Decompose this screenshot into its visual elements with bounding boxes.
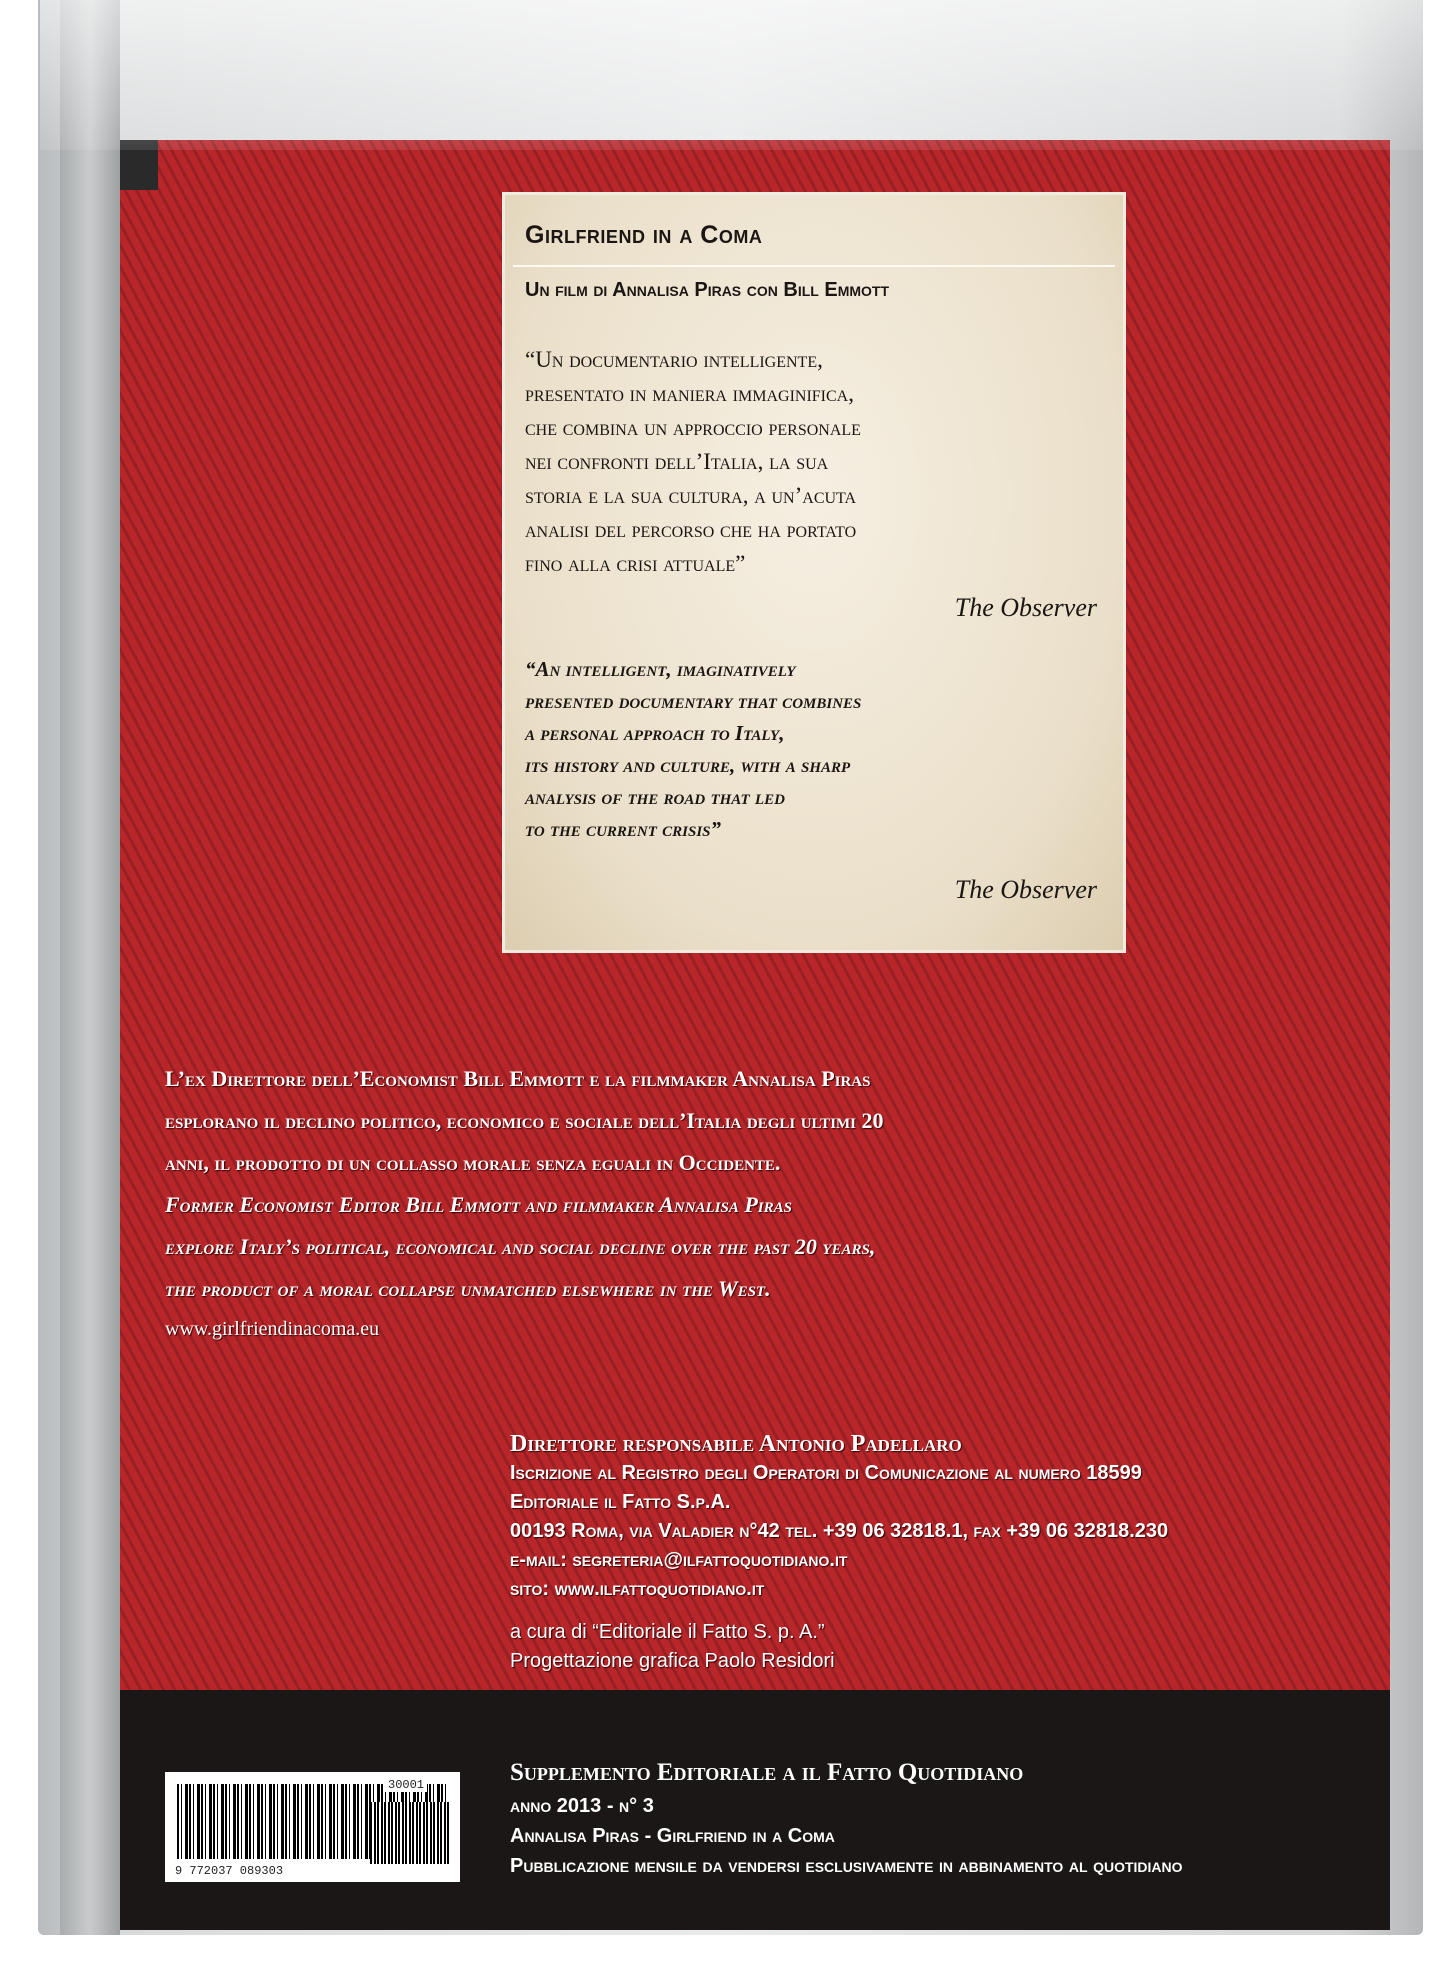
barcode-number: 9 772037 089303 — [175, 1864, 284, 1878]
design-line: Progettazione grafica Paolo Residori — [510, 1650, 835, 1672]
case-spine — [60, 0, 120, 1935]
quote-source-italian: The Observer — [954, 593, 1097, 622]
email-line: e-mail: segreteria@ilfattoquotidiano.it — [510, 1549, 848, 1571]
curated-line: a cura di “Editoriale il Fatto S. p. A.” — [510, 1621, 825, 1643]
quote-italian: “Un documentario intelligente, presentato in maniera immaginifica, che combina un approccio personale nei confronti dell’Italia, la sua storia e la sua cultura, a un’acuta analisi del percorso che ha portato fino alla crisi attuale” — [525, 347, 861, 576]
synopsis-en-line: Former Economist Editor Bill Emmott and filmmaker Annalisa Piras — [165, 1192, 793, 1217]
review-card — [505, 195, 1123, 950]
credits — [510, 1430, 1168, 1676]
synopsis-it-line: anni, il prodotto di un collasso morale senza eguali in Occidente. — [165, 1150, 781, 1175]
film-title: Girlfriend in a Coma — [525, 221, 763, 249]
barcode — [165, 1772, 460, 1882]
striped-red-panel — [120, 140, 1390, 1690]
corner-mark — [120, 140, 158, 190]
publisher-line: Editoriale il Fatto S.p.A. — [510, 1491, 731, 1513]
note-line: Pubblicazione mensile da vendersi esclusivamente in abbinamento al quotidiano — [510, 1855, 1183, 1877]
divider — [513, 265, 1115, 267]
address-line: 00193 Roma, via Valadier n°42 tel. +39 06 32818.1, fax +39 06 32818.230 — [510, 1520, 1169, 1542]
quote-source-english: The Observer — [954, 875, 1097, 904]
synopsis-en-line: the product of a moral collapse unmatched elsewhere in the West. — [165, 1276, 771, 1301]
barcode-addon-bars — [370, 1802, 450, 1864]
synopsis-it-line: esplorano il declino politico, economico e sociale dell’Italia degli ultimi 20 — [165, 1108, 884, 1133]
title-line: Annalisa Piras - Girlfriend in a Coma — [510, 1825, 835, 1847]
synopsis — [165, 1058, 884, 1310]
synopsis-it-line: L’ex Direttore dell’Economist Bill Emmott e la filmmaker Annalisa Piras — [165, 1066, 871, 1091]
back-cover — [120, 140, 1390, 1930]
film-website: www.girlfriendinacoma.eu — [165, 1318, 380, 1340]
barcode-addon-number: 30001 — [385, 1778, 427, 1792]
registration-line: Iscrizione al Registro degli Operatori di Comunicazione al numero 18599 — [510, 1462, 1142, 1484]
synopsis-en-line: explore Italy’s political, economical and social decline over the past 20 years, — [165, 1234, 876, 1259]
film-subtitle: Un film di Annalisa Piras con Bill Emmott — [525, 279, 890, 301]
director-line: Direttore responsabile Antonio Padellaro — [510, 1431, 962, 1457]
site-line: sito: www.ilfattoquotidiano.it — [510, 1578, 765, 1600]
issue-line: anno 2013 - n° 3 — [510, 1795, 654, 1817]
quote-english: “An intelligent, imaginatively presented documentary that combines a personal approach to Italy, its history and culture, with a sharp analysis of the road that led to the current crisis” — [525, 657, 862, 841]
publication-info — [510, 1755, 1183, 1881]
supplement-line: Supplemento Editoriale a il Fatto Quotidiano — [510, 1759, 1024, 1786]
